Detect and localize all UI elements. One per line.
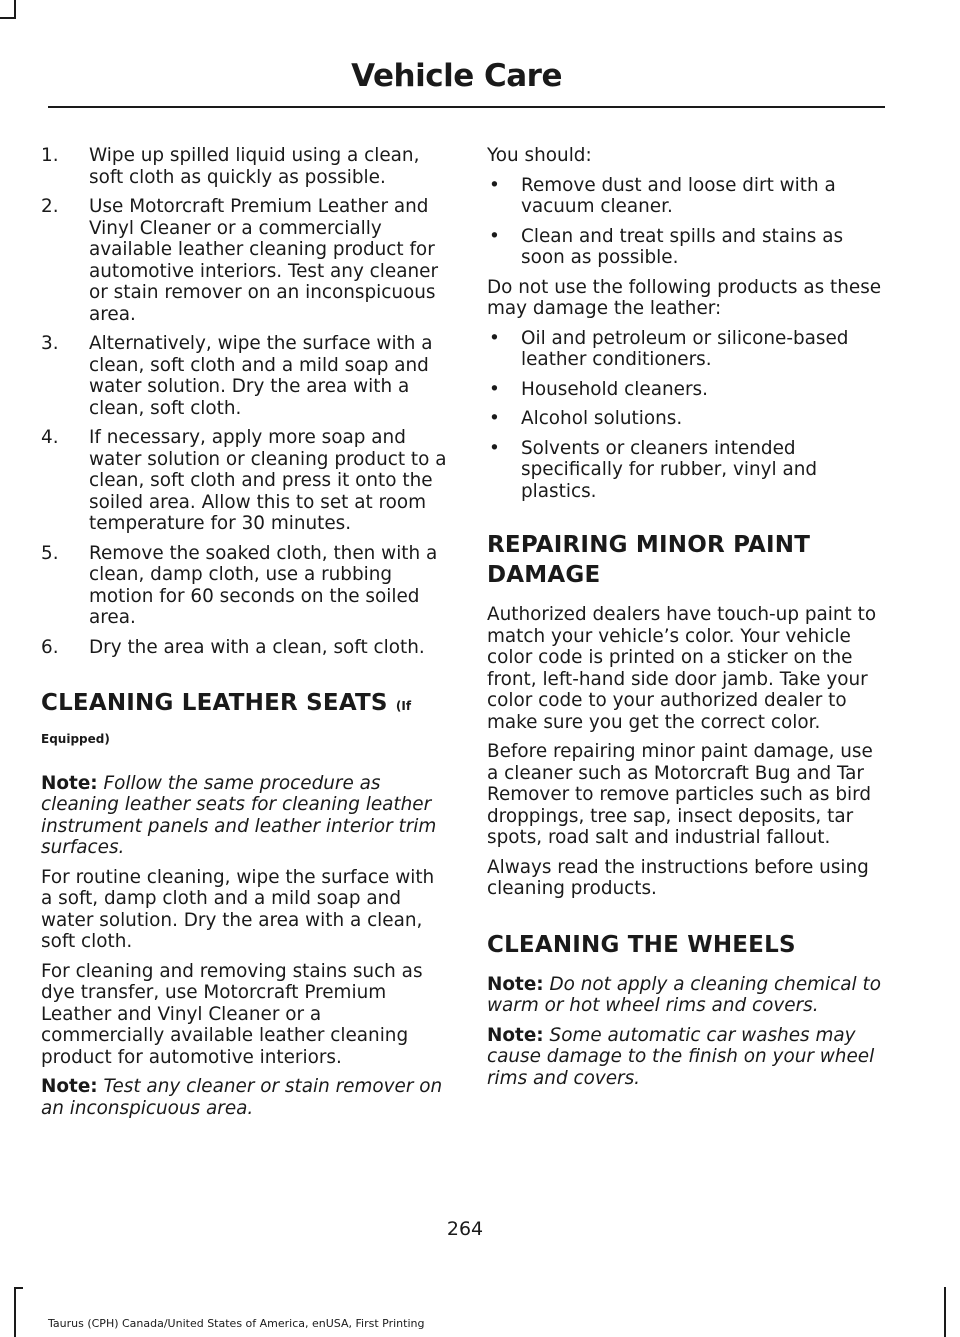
list-item: • Clean and treat spills and stains as soon as possible.	[489, 225, 844, 268]
section-title-minor-paint: REPAIRING MINOR PAINT DAMAGE	[487, 532, 811, 588]
list-item: 3. Alternatively, wipe the surface with a clean, soft cloth and a mild soap and water solution. Dry the area with a clean, soft cloth.	[41, 333, 433, 419]
section-title-suffix: Equipped)	[41, 732, 110, 746]
paragraph: Authorized dealers have touch-up paint to match your vehicle’s color. Your vehicle color code is printed on a sticker on the front, left-hand side door jamb. Take your color code to your authorized dealer to make sure you get the correct color.	[487, 604, 877, 733]
page-number: 264	[446, 1218, 484, 1240]
list-item: 5. Remove the soaked cloth, then with a clean, damp cloth, use a rubbing motion for 60 seconds on the soiled area.	[41, 542, 438, 628]
list-item: 2. Use Motorcraft Premium Leather and Vinyl Cleaner or a commercially available leather cleaning product for automotive interiors. Test any cleaner or stain remover on an inconspicuous area.	[41, 196, 439, 325]
paragraph: Do not use the following products as these may damage the leather:	[487, 276, 882, 319]
note: Note: Follow the same procedure as cleaning leather seats for cleaning leather instrument panels and leather interior trim surfaces.	[41, 772, 437, 858]
paragraph: Always read the instructions before using cleaning products.	[487, 856, 869, 899]
list-item: • Oil and petroleum or silicone-based leather conditioners.	[489, 327, 849, 370]
cleaning-steps-list	[41, 145, 448, 658]
list-item: • Solvents or cleaners intended specifically for rubber, vinyl and plastics.	[489, 437, 818, 502]
paragraph: For routine cleaning, wipe the surface with a soft, damp cloth and a mild soap and water solution. Dry the area with a clean, soft cloth.	[41, 866, 435, 952]
avoid-list	[487, 328, 882, 503]
note: Note: Do not apply a cleaning chemical to warm or hot wheel rims and covers.	[487, 973, 881, 1016]
list-item: • Household cleaners.	[489, 378, 708, 400]
paragraph: Before repairing minor paint damage, use a cleaner such as Motorcraft Bug and Tar Remover to remove particles such as bird droppings, tree sap, insect deposits, tar spots, road salt and industrial fallout.	[487, 741, 873, 848]
note: Note: Some automatic car washes may cause damage to the finish on your wheel rims and covers.	[487, 1024, 875, 1089]
right-column	[487, 145, 882, 1097]
crop-mark-bottom-right-v	[944, 1287, 946, 1337]
list-item: • Alcohol solutions.	[489, 408, 683, 429]
section-title-leather-seats: CLEANING LEATHER SEATS (If	[41, 690, 412, 716]
note: Note: Test any cleaner or stain remover on an inconspicuous area.	[41, 1076, 443, 1119]
left-column	[41, 145, 448, 1127]
crop-mark-bottom-left-v	[14, 1287, 16, 1337]
footer-edition: Taurus (CPH) Canada/United States of America, enUSA, First Printing	[48, 1317, 425, 1330]
paragraph: For cleaning and removing stains such as dye transfer, use Motorcraft Premium Leather and Vinyl Cleaner or a commercially available leather cleaning product for automotive interiors.	[41, 960, 423, 1068]
page-title: Vehicle Care	[351, 58, 562, 94]
list-item: 4. If necessary, apply more soap and water solution or cleaning product to a clean, soft cloth and press it onto the soiled area. Allow this to set at room temperature for 30 minutes.	[41, 427, 447, 534]
crop-mark-top-left-h	[0, 17, 16, 19]
list-item: 6. Dry the area with a clean, soft cloth.	[41, 636, 425, 658]
paragraph: You should:	[487, 145, 592, 166]
list-item: 1. Wipe up spilled liquid using a clean, soft cloth as quickly as possible.	[41, 145, 420, 188]
header-rule	[48, 106, 885, 108]
section-title-wheels: CLEANING THE WHEELS	[487, 931, 796, 958]
crop-mark-bottom-left-h	[14, 1287, 23, 1289]
should-list	[487, 175, 882, 269]
list-item: • Remove dust and loose dirt with a vacuum cleaner.	[489, 174, 836, 217]
